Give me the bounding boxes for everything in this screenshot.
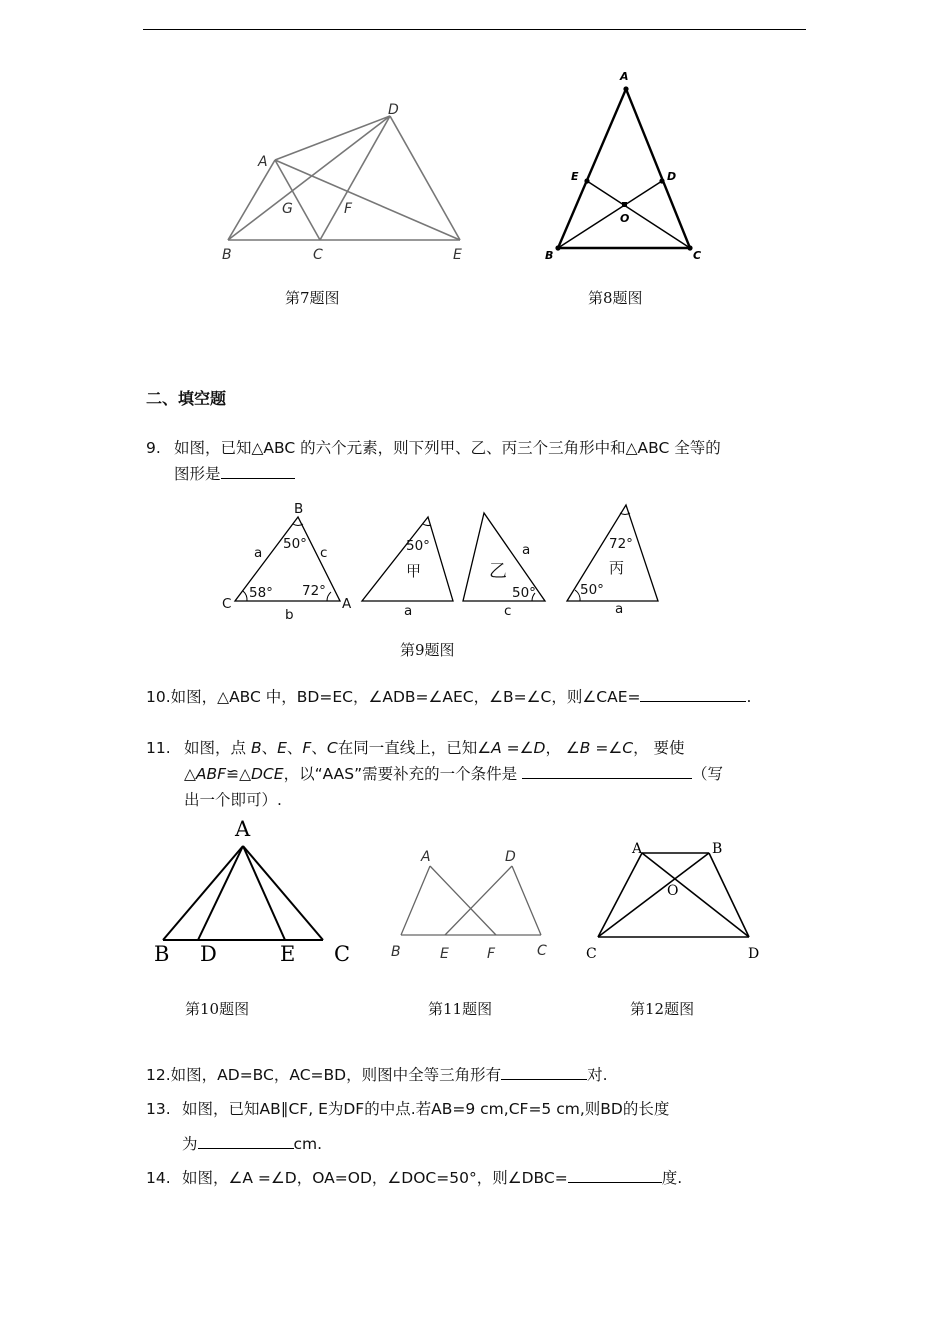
- fig12-label-B: B: [712, 841, 723, 857]
- fig12-label-O: O: [667, 883, 679, 899]
- fig9-bing-side: a: [615, 601, 624, 617]
- q11-angle-B: B: [579, 739, 591, 757]
- fig9-abc-angC: 58°: [249, 585, 273, 601]
- fig9-abc-c: c: [320, 545, 328, 561]
- q10-text: 如图，△ABC 中，BD=EC，∠ADB=∠AEC，∠B=∠C，则∠CAE=: [170, 688, 641, 706]
- fig7-label-E: E: [453, 247, 462, 263]
- q9-number: 9.: [146, 439, 161, 457]
- q9-line2: 图形是: [174, 465, 221, 483]
- fig12-label-C: C: [586, 946, 597, 962]
- question-11-line2: [184, 761, 723, 787]
- fig10-label-D: D: [200, 942, 217, 966]
- fig11-label-B: B: [391, 944, 401, 960]
- fig9-bing-name: 丙: [609, 559, 625, 577]
- q13-answer-blank[interactable]: [198, 1134, 294, 1149]
- q12-text: 如图，AD=BC，AC=BD，则图中全等三角形有: [170, 1066, 502, 1084]
- q10-answer-blank[interactable]: [640, 687, 746, 702]
- q11-cong: ≌△: [226, 765, 251, 783]
- question-13: [146, 1096, 669, 1122]
- figure-12: [580, 835, 770, 965]
- q11-eq2: =∠: [590, 739, 623, 757]
- q11-line2-a: △: [184, 765, 196, 783]
- fig9-yi-angle: 50°: [512, 585, 536, 601]
- fig9-abc-B: B: [294, 501, 304, 517]
- q11-line1-b: 在同一直线上，已知∠: [337, 739, 492, 757]
- fig9-jia-angle: 50°: [406, 538, 430, 554]
- q10-number: 10.: [146, 688, 171, 706]
- q11-sep3: 、: [311, 739, 327, 757]
- q13-line2: 为: [182, 1135, 198, 1153]
- fig9-caption: 第9题图: [400, 641, 455, 659]
- question-9: [146, 435, 721, 461]
- fig11-label-D: D: [505, 849, 516, 865]
- fig10-caption: 第10题图: [185, 1000, 250, 1018]
- fig10-label-C: C: [334, 942, 351, 966]
- fig9-bing-angle1: 72°: [609, 536, 633, 552]
- q11-number: 11.: [146, 739, 171, 757]
- q11-point-C: C: [326, 739, 338, 757]
- fig9-yi-side-a: a: [522, 542, 531, 558]
- fig9-abc-a: a: [254, 545, 263, 561]
- fig11-label-F: F: [487, 946, 496, 962]
- fig9-bing-angle2: 50°: [580, 582, 604, 598]
- fig9-abc-b: b: [285, 607, 294, 623]
- fig8-label-C: C: [693, 249, 702, 262]
- fig7-label-B: B: [222, 247, 232, 263]
- q11-angle-C: C: [622, 739, 634, 757]
- fig9-abc-angB: 50°: [283, 536, 307, 552]
- question-11: [146, 735, 685, 761]
- fig8-caption: 第8题图: [588, 289, 643, 307]
- fig11-label-A: A: [421, 849, 431, 865]
- question-10: [146, 684, 751, 710]
- q14-text: 如图，∠A =∠D，OA=OD，∠DOC=50°，则∠DBC=: [182, 1169, 568, 1187]
- fig9-jia-side: a: [404, 603, 413, 619]
- fig7-label-G: G: [282, 201, 293, 217]
- q12-end: 对.: [587, 1066, 608, 1084]
- q11-tri-ABF: ABF: [195, 765, 227, 783]
- fig9-yi-name: 乙: [489, 561, 507, 582]
- q11-line2-c: （写: [692, 765, 724, 783]
- figure-9: [215, 495, 665, 625]
- fig12-caption: 第12题图: [630, 1000, 695, 1018]
- fig11-label-C: C: [537, 943, 547, 959]
- fig7-label-F: F: [344, 201, 353, 217]
- fig7-caption: 第7题图: [285, 289, 340, 307]
- q14-number: 14.: [146, 1169, 171, 1187]
- fig8-label-B: B: [545, 249, 554, 262]
- q11-angle-A: A: [491, 739, 502, 757]
- fig7-label-A: A: [258, 154, 268, 170]
- q11-point-F: F: [302, 739, 312, 757]
- fig7-label-C: C: [313, 247, 323, 263]
- q14-end: 度.: [661, 1169, 683, 1187]
- question-13-line2: [182, 1131, 322, 1157]
- fig9-abc-angA: 72°: [302, 583, 326, 599]
- q13-number: 13.: [146, 1100, 171, 1118]
- q13-line1: 如图，已知AB∥CF, E为DF的中点.若AB=9 cm,CF=5 cm,则BD的长度: [182, 1100, 670, 1118]
- header-rule: [143, 29, 806, 30]
- fig8-label-A: A: [620, 70, 629, 83]
- fig12-label-A: A: [632, 841, 643, 857]
- figure-10: [150, 815, 360, 970]
- question-11-line3: [184, 787, 282, 813]
- fig7-label-D: D: [388, 102, 399, 118]
- fig10-label-B: B: [154, 942, 170, 966]
- question-12: [146, 1062, 608, 1088]
- q11-line1-c: ， ∠: [545, 739, 580, 757]
- fig8-label-O: O: [620, 212, 630, 225]
- fig10-label-E: E: [280, 942, 296, 966]
- fig9-yi-side-c: c: [504, 603, 512, 619]
- q9-answer-blank[interactable]: [221, 464, 295, 479]
- q11-sep1: 、: [261, 739, 278, 757]
- question-14: [146, 1165, 682, 1191]
- q11-point-B: B: [250, 739, 262, 757]
- fig11-label-E: E: [440, 946, 449, 962]
- figure-11: [385, 840, 560, 965]
- q11-line3: 出一个即可）.: [184, 791, 282, 809]
- q11-point-E: E: [277, 739, 287, 757]
- q10-end: .: [746, 688, 752, 706]
- q13-end: cm.: [293, 1135, 323, 1153]
- fig8-label-D: D: [667, 170, 677, 183]
- q11-tri-DCE: DCE: [251, 765, 284, 783]
- q12-answer-blank[interactable]: [501, 1065, 587, 1080]
- q11-line1-a: 如图，点: [184, 739, 247, 757]
- q11-angle-D: D: [533, 739, 546, 757]
- fig8-label-E: E: [571, 170, 579, 183]
- fig11-caption: 第11题图: [428, 1000, 493, 1018]
- q12-number: 12.: [146, 1066, 171, 1084]
- q11-line1-d: ， 要使: [633, 739, 685, 757]
- q11-answer-blank[interactable]: [522, 764, 692, 779]
- q9-line1: 如图，已知△ABC 的六个元素，则下列甲、乙、丙三个三角形中和△ABC 全等的: [174, 439, 721, 457]
- q11-line2-b: ，以“AAS”需要补充的一个条件是: [283, 765, 518, 783]
- q11-eq1: =∠: [501, 739, 534, 757]
- fig10-label-A: A: [235, 817, 251, 841]
- figure-7: [215, 95, 480, 270]
- q11-sep2: 、: [286, 739, 303, 757]
- fig9-abc-C: C: [222, 596, 232, 612]
- question-9-line2: [174, 461, 295, 487]
- section-title: 二、填空题: [146, 389, 227, 408]
- fig12-label-D: D: [748, 946, 760, 962]
- fig9-abc-A: A: [342, 596, 352, 612]
- figure-8: [540, 68, 710, 268]
- fig9-jia-name: 甲: [406, 562, 422, 580]
- q14-answer-blank[interactable]: [568, 1168, 662, 1183]
